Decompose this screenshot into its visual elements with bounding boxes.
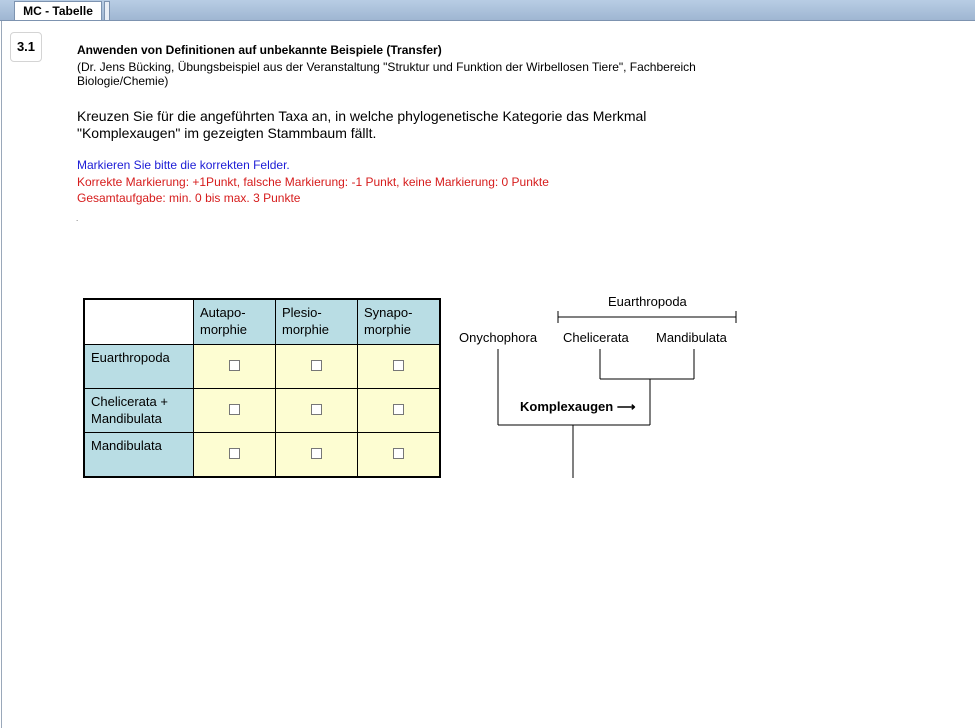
- question-source: (Dr. Jens Bücking, Übungsbeispiel aus der Veranstaltung "Struktur und Funktion der Wirbellosen Tiere", Fachbereich Biologie/Chemie): [77, 60, 696, 88]
- group-label-euarthropoda: Euarthropoda: [608, 294, 687, 309]
- cell: [194, 345, 276, 389]
- column-header: Synapo- morphie: [358, 299, 440, 345]
- cell: [276, 389, 358, 433]
- tab-mc-tabelle[interactable]: MC - Tabelle: [14, 1, 102, 20]
- table-row: [84, 433, 440, 478]
- cell: [276, 345, 358, 389]
- cell: [194, 389, 276, 433]
- checkbox[interactable]: [229, 360, 240, 371]
- left-border: [1, 21, 2, 728]
- checkbox[interactable]: [393, 404, 404, 415]
- table-row: [84, 345, 440, 389]
- cell: [358, 433, 440, 478]
- instruction-total: Gesamtaufgabe: min. 0 bis max. 3 Punkte: [77, 191, 301, 205]
- taxon-label: Onychophora: [459, 330, 538, 345]
- question-prompt: Kreuzen Sie für die angeführten Taxa an, in welche phylogenetische Kategorie das Merkmal "Komplexaugen" im gezeigten Stammbaum fällt.: [77, 108, 647, 141]
- feature-text: Komplexaugen: [520, 399, 614, 414]
- checkbox[interactable]: [311, 404, 322, 415]
- checkbox[interactable]: [311, 448, 322, 459]
- cell: [358, 345, 440, 389]
- tab-stub: [104, 1, 110, 20]
- instruction-mark: Markieren Sie bitte die korrekten Felder.: [77, 158, 290, 172]
- tab-bar: [0, 0, 975, 21]
- question-title: Anwenden von Definitionen auf unbekannte Beispiele (Transfer): [77, 43, 442, 57]
- arrow-right-icon: ⟶: [616, 399, 636, 414]
- cell: [194, 433, 276, 478]
- column-header: Autapo- morphie: [194, 299, 276, 345]
- taxon-label: Mandibulata: [656, 330, 727, 345]
- mc-table: [83, 298, 441, 478]
- row-header: Mandibulata: [84, 433, 194, 478]
- table-header-row: [84, 299, 440, 345]
- table-corner: [84, 299, 194, 345]
- column-header: Plesio- morphie: [276, 299, 358, 345]
- row-header: Euarthropoda: [84, 345, 194, 389]
- cell: [276, 433, 358, 478]
- checkbox[interactable]: [229, 448, 240, 459]
- checkbox[interactable]: [393, 360, 404, 371]
- checkbox[interactable]: [311, 360, 322, 371]
- feature-label: [520, 399, 635, 415]
- instruction-scoring: Korrekte Markierung: +1Punkt, falsche Markierung: -1 Punkt, keine Markierung: 0 Punkte: [77, 175, 549, 189]
- table-row: [84, 389, 440, 433]
- checkbox[interactable]: [229, 404, 240, 415]
- row-header: Chelicerata + Mandibulata: [84, 389, 194, 433]
- cell: [358, 389, 440, 433]
- stray-dot: .: [76, 214, 79, 223]
- question-number: 3.1: [10, 32, 42, 62]
- taxon-label: Chelicerata: [563, 330, 629, 345]
- checkbox[interactable]: [393, 448, 404, 459]
